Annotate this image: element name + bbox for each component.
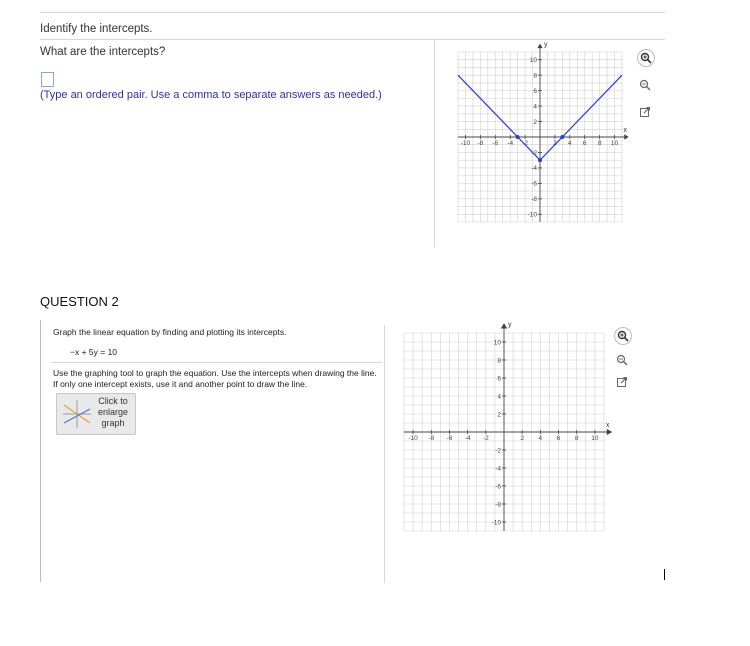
x-axis-label: x: [623, 127, 627, 134]
question2-instruction: Graph the linear equation by finding and plotting its intercepts.: [53, 327, 287, 337]
answer-hint: (Type an ordered pair. Use a comma to separate answers as needed.): [40, 89, 382, 101]
enlarge-graph-label: [93, 396, 133, 429]
y-tick-label: 4: [497, 393, 501, 401]
y-tick-label: -6: [495, 483, 501, 491]
y-tick-label: 6: [497, 375, 501, 383]
x-tick-label: -2: [522, 140, 528, 147]
graph-axes: [458, 41, 629, 223]
y-tick-label: 4: [533, 103, 537, 111]
x-tick-label: 6: [582, 140, 587, 147]
zoom-in-icon[interactable]: [637, 49, 655, 67]
x-axis-arrow: [624, 134, 628, 139]
question1-prompt: What are the intercepts?: [40, 46, 166, 58]
zoom-out-icon[interactable]: [614, 352, 630, 368]
graph-axes: [404, 323, 612, 531]
question2-left-border: [40, 320, 41, 582]
question1-column-divider: [434, 40, 435, 247]
y-tick-label: -10: [491, 519, 501, 527]
y-tick-label: -2: [495, 447, 501, 455]
x-tick-label: 10: [591, 435, 599, 442]
y-tick-label: -10: [527, 211, 537, 219]
y-tick-label: 2: [497, 411, 501, 419]
y-tick-label: 2: [533, 118, 537, 126]
graph-thumbnail-icon: [59, 396, 95, 432]
x-tick-label: 10: [610, 140, 619, 147]
x-tick-label: -10: [460, 140, 471, 147]
equation-divider: [51, 362, 382, 363]
x-tick-label: -2: [482, 435, 489, 442]
y-intercept-point: [538, 158, 542, 162]
x-tick-label: -10: [408, 435, 418, 442]
y-tick-label: -4: [495, 465, 501, 473]
y-tick-label: 8: [497, 357, 501, 365]
question2-heading: QUESTION 2: [40, 294, 119, 309]
enlarge-line-1: Click to: [98, 396, 128, 406]
external-link-icon[interactable]: [637, 104, 653, 120]
x-tick-label: 6: [556, 435, 561, 442]
enlarge-graph-button[interactable]: [56, 393, 136, 435]
answer-input[interactable]: [41, 72, 54, 87]
x-axis-arrow: [607, 429, 612, 435]
y-tick-label: 10: [493, 339, 501, 347]
external-link-icon[interactable]: [614, 374, 630, 390]
x-tick-label: -4: [507, 140, 514, 147]
text-cursor: [664, 569, 665, 580]
top-divider: [40, 12, 665, 13]
x-tick-label: -6: [446, 435, 453, 442]
x-intercept-point-left: [516, 135, 520, 139]
x-axis-label: x: [605, 422, 610, 429]
question2-equation: −x + 5y = 10: [70, 347, 118, 357]
y-tick-label: 6: [533, 87, 537, 95]
title-divider: [40, 39, 665, 40]
y-tick-label: 10: [529, 57, 537, 65]
question1-title: Identify the intercepts.: [40, 23, 153, 35]
y-tick-label: -8: [495, 501, 501, 509]
y-tick-label: 8: [533, 72, 537, 80]
y-tick-label: -8: [531, 196, 537, 204]
x-tick-label: -4: [464, 435, 471, 442]
x-tick-label: 8: [597, 140, 602, 147]
enlarge-line-2: enlarge: [97, 407, 129, 417]
x-tick-label: 2: [520, 435, 524, 442]
y-tick-label: -6: [531, 180, 537, 188]
question2-column-divider: [384, 325, 385, 583]
x-intercept-point-right: [560, 135, 564, 139]
y-axis-label: y: [544, 41, 548, 49]
question2-graph[interactable]: [398, 321, 610, 537]
y-axis-arrow: [537, 44, 542, 49]
zoom-in-icon[interactable]: [614, 327, 632, 345]
tool-instruction: Use the graphing tool to graph the equation. Use the intercepts when drawing the line. If only one intercept exists, use it and another point to draw the line.: [53, 368, 377, 389]
x-tick-label: 2: [553, 140, 557, 147]
x-tick-label: 8: [574, 435, 579, 442]
x-tick-label: -8: [477, 140, 484, 147]
zoom-out-icon[interactable]: [637, 77, 653, 93]
question1-graph: [450, 41, 630, 230]
x-tick-label: -6: [492, 140, 499, 147]
y-tick-label: -4: [531, 165, 537, 173]
enlarge-line-3: graph: [101, 418, 125, 428]
x-tick-label: -8: [428, 435, 435, 442]
y-axis-label: y: [508, 321, 512, 329]
y-tick-label: -2: [531, 149, 537, 157]
x-tick-label: 4: [538, 435, 543, 442]
y-axis-arrow: [501, 323, 507, 328]
x-tick-label: 4: [568, 140, 572, 147]
